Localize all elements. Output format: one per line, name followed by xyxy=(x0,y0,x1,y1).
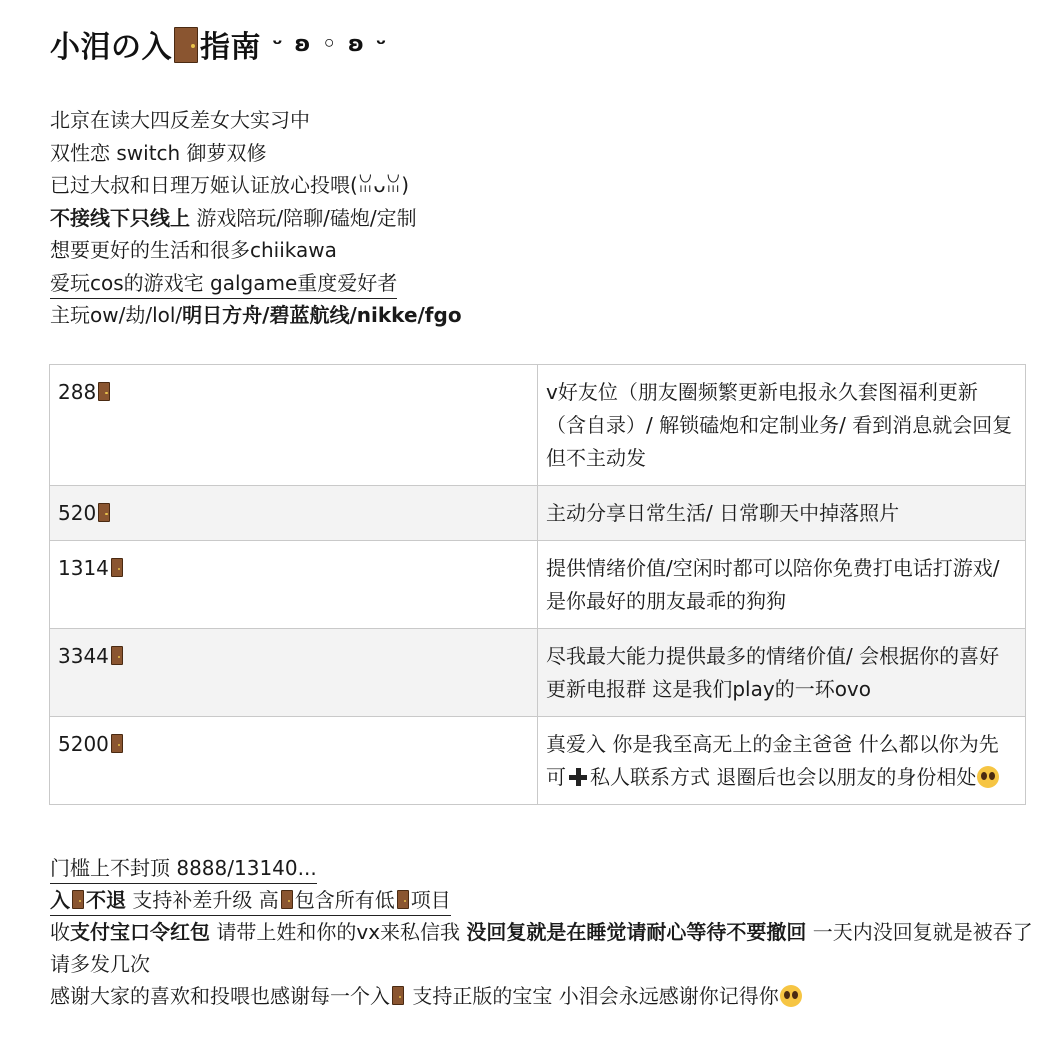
title-suffix: 指南 xyxy=(200,30,261,65)
services-bold: 不接线下只线上 xyxy=(50,205,190,230)
policy-line xyxy=(50,885,451,916)
title-kaomoji: ᵕ ʚ ◦ ʚ ᵕ xyxy=(271,32,389,57)
thanks-line xyxy=(50,980,1040,1012)
pleading-face-icon xyxy=(977,766,999,788)
tier-price-value: 1314 xyxy=(58,556,109,580)
door-icon xyxy=(98,382,110,401)
tier-price xyxy=(50,541,538,629)
door-icon xyxy=(111,646,123,665)
tier-price xyxy=(50,717,538,805)
tier-desc-part: 真爱入 你是我至高无上的金主爸爸 什么都以你为先 可 xyxy=(546,732,999,789)
services-line xyxy=(50,202,462,235)
door-icon xyxy=(72,890,84,909)
intro-line: 双性恋 switch 御萝双修 xyxy=(50,140,267,165)
wish-line: 想要更好的生活和很多chiikawa xyxy=(50,238,337,262)
pleading-face-icon xyxy=(780,985,802,1007)
payment-text: 收 xyxy=(50,920,70,944)
door-icon xyxy=(111,734,123,753)
payment-text: 支付宝口令红包 xyxy=(70,920,210,944)
tier-price-value: 3344 xyxy=(58,644,109,668)
thanks-text: 支持正版的宝宝 小泪会永远感谢你记得你 xyxy=(406,984,779,1008)
table-row xyxy=(50,365,1026,486)
intro-line: 已过大叔和日理万姬认证放心投喂(ꈍᴗꈍ) xyxy=(50,173,410,197)
tier-description xyxy=(538,717,1026,805)
tier-description: 尽我最大能力提供最多的情绪价值/ 会根据你的喜好更新电报群 这是我们play的一环ovo xyxy=(538,629,1026,717)
table-row xyxy=(50,717,1026,805)
door-icon xyxy=(281,890,293,909)
door-icon xyxy=(392,986,404,1005)
policy-text: 支持补差升级 高 xyxy=(126,888,279,912)
door-icon xyxy=(174,27,198,63)
tier-desc-part: 私人联系方式 退圈后也会以朋友的身份相处 xyxy=(590,765,977,789)
price-tier-table xyxy=(49,364,1026,805)
policy-text: 入 xyxy=(50,888,70,912)
tier-price xyxy=(50,486,538,541)
intro-line: 北京在读大四反差女大实习中 xyxy=(50,108,310,132)
tier-price xyxy=(50,629,538,717)
payment-text: 请带上姓和你的vx来私信我 xyxy=(210,920,467,944)
page-title xyxy=(50,22,388,66)
table-row xyxy=(50,486,1026,541)
payment-paragraph xyxy=(50,916,1040,980)
policy-text: 不退 xyxy=(86,888,126,912)
thanks-text: 感谢大家的喜欢和投喂也感谢每一个入 xyxy=(50,984,390,1008)
tier-price-value: 288 xyxy=(58,380,97,404)
tier-description: 主动分享日常生活/ 日常聊天中掉落照片 xyxy=(538,486,1026,541)
title-text: 小泪の入 xyxy=(50,30,172,65)
games-normal: 主玩ow/劫/lol/ xyxy=(50,303,183,327)
table-row xyxy=(50,541,1026,629)
payment-text: 没回复就是在睡觉请耐心等待不要撤回 xyxy=(466,920,807,944)
plus-icon xyxy=(569,768,587,786)
tier-description: 提供情绪价值/空闲时都可以陪你免费打电话打游戏/ 是你最好的朋友最乖的狗狗 xyxy=(538,541,1026,629)
door-icon xyxy=(111,558,123,577)
tier-price-value: 520 xyxy=(58,501,97,525)
threshold-line: 门槛上不封顶 8888/13140... xyxy=(50,853,317,884)
door-icon xyxy=(98,503,110,522)
policy-text: 包含所有低 xyxy=(294,888,395,912)
tier-description: v好友位（朋友圈频繁更新电报永久套图福利更新（含自录）/ 解锁磕炮和定制业务/ 看到消息就会回复但不主动发 xyxy=(538,365,1026,486)
door-icon xyxy=(397,890,409,909)
hobby-line: 爱玩cos的游戏宅 galgame重度爱好者 xyxy=(50,268,397,299)
games-bold: 明日方舟/碧蓝航线/nikke/fgo xyxy=(182,303,462,327)
tier-price-value: 5200 xyxy=(58,732,109,756)
tier-price xyxy=(50,365,538,486)
footer-section xyxy=(50,852,1040,1012)
policy-text: 项目 xyxy=(410,888,451,912)
games-line xyxy=(50,299,462,332)
table-row xyxy=(50,629,1026,717)
payment-text: 一天内没回复就是被吞了请多发几次 xyxy=(50,920,1033,976)
intro-section xyxy=(50,104,462,332)
services-rest: 游戏陪玩/陪聊/磕炮/定制 xyxy=(190,205,417,230)
